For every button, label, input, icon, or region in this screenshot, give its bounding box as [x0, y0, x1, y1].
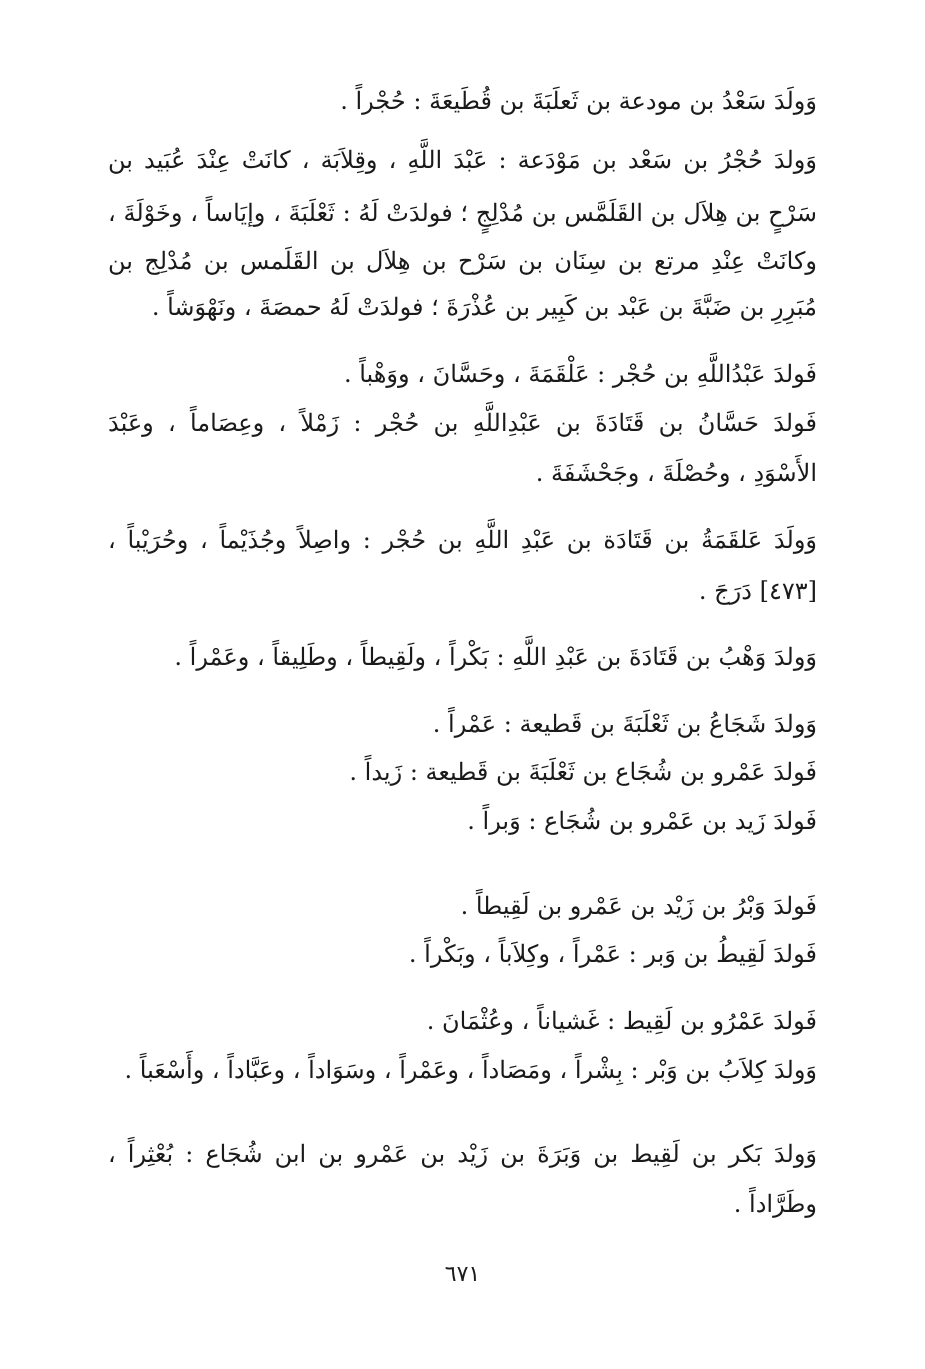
text-line: سَرْحٍ بن هِلاَل بن القَلَمَّس بن مُدْلِجٍ ؛ فولدَتْ لَهُ : ثَعْلَبَةَ ، وإيَاساً ، وخَوْلَةَ ،: [108, 199, 817, 227]
text-line: فَولدَ زَيد بن عَمْرو بن شُجَاع : وَبراً .: [467, 807, 817, 835]
text-line: فَولدَ عَبْدُاللَّهِ بن حُجْر : عَلْقَمَةَ ، وحَسَّانَ ، ووَهْباً .: [343, 360, 817, 388]
text-line: [٤٧٣] دَرَجَ .: [698, 577, 817, 605]
text-line: وكانَتْ عِنْدِ مرتع بن سِنَان بن سَرْح بن هِلاَل بن القَلَمس بن مُدْلِج بن: [108, 247, 817, 275]
text-line: وَولَدَ عَلقَمَةُ بن قَتَادَة بن عَبْدِ اللَّهِ بن حُجْر : واصِلاً وجُذَيْماً ، وحُرَيْباً ،: [108, 526, 817, 554]
text-line: وَولدَ بَكر بن لَقِيط بن وَبَرَةَ بن زَيْد بن عَمْرو بن ابن شُجَاع : بُعْثِراً ،: [108, 1140, 817, 1168]
text-line: مُبَرِرِ بن ضَبَّةَ بن عَبْد بن كَبِير بن عُذْرَةَ ؛ فولدَتْ لَهُ حمصَةَ ، ونَهْوَشاً .: [151, 293, 817, 321]
text-line: فَولدَ وَبْرُ بن زَيْد بن عَمْرو بن لَقِيطاً .: [460, 892, 817, 920]
text-line: وَولدَ حُجْرُ بن سَعْد بن مَوْدَعة : عَبْدَ اللَّهِ ، وقِلاَبَة ، كانَتْ عِنْدَ عُبَيد بن: [108, 146, 817, 174]
text-line: وَولَدَ سَعْدُ بن مودعة بن ثَعلَبَةَ بن قُطَيعَةَ : حُجْراً .: [340, 87, 817, 115]
text-line: فَولدَ عَمْرُو بن لَقِيط : غَشياناً ، وعُثْمَانَ .: [426, 1007, 817, 1035]
text-line: وَولدَ شَجَاعُ بن ثَعْلَبَةَ بن قَطيعة : عَمْراً .: [432, 710, 817, 738]
text-line: فَولدَ لَقِيطُ بن وَبر : عَمْراً ، وكِلاَباً ، وبَكْراً .: [408, 940, 817, 968]
text-line: فَولدَ عَمْرو بن شُجَاع بن ثَعْلَبَةَ بن قَطيعة : زَيداً .: [349, 758, 817, 786]
text-line: فَولدَ حَسَّانُ بن قَتَادَةَ بن عَبْدِاللَّهِ بن حُجْر : زَمْلاً ، وعِصَاماً ، وعَبْدَ: [108, 409, 817, 437]
text-line: الأَسْوَدِ ، وحُصْلَةَ ، وجَحْشَفَةَ .: [535, 459, 817, 487]
text-line: وطَرَّاداً .: [733, 1190, 817, 1218]
page-number: ٦٧١: [444, 1262, 481, 1287]
text-line: وَولدَ كِلاَبُ بن وَبْر : بِشْراً ، ومَصَاداً ، وعَمْراً ، وسَوَاداً ، وعَبَّاداً ، وأَسْعَباً .: [124, 1056, 817, 1084]
text-line: وَولدَ وَهْبُ بن قَتَادَةَ بن عَبْدِ اللَّهِ : بَكْراً ، ولَقِيطاً ، وطَلِيقاً ، وعَمْراً .: [174, 643, 817, 671]
